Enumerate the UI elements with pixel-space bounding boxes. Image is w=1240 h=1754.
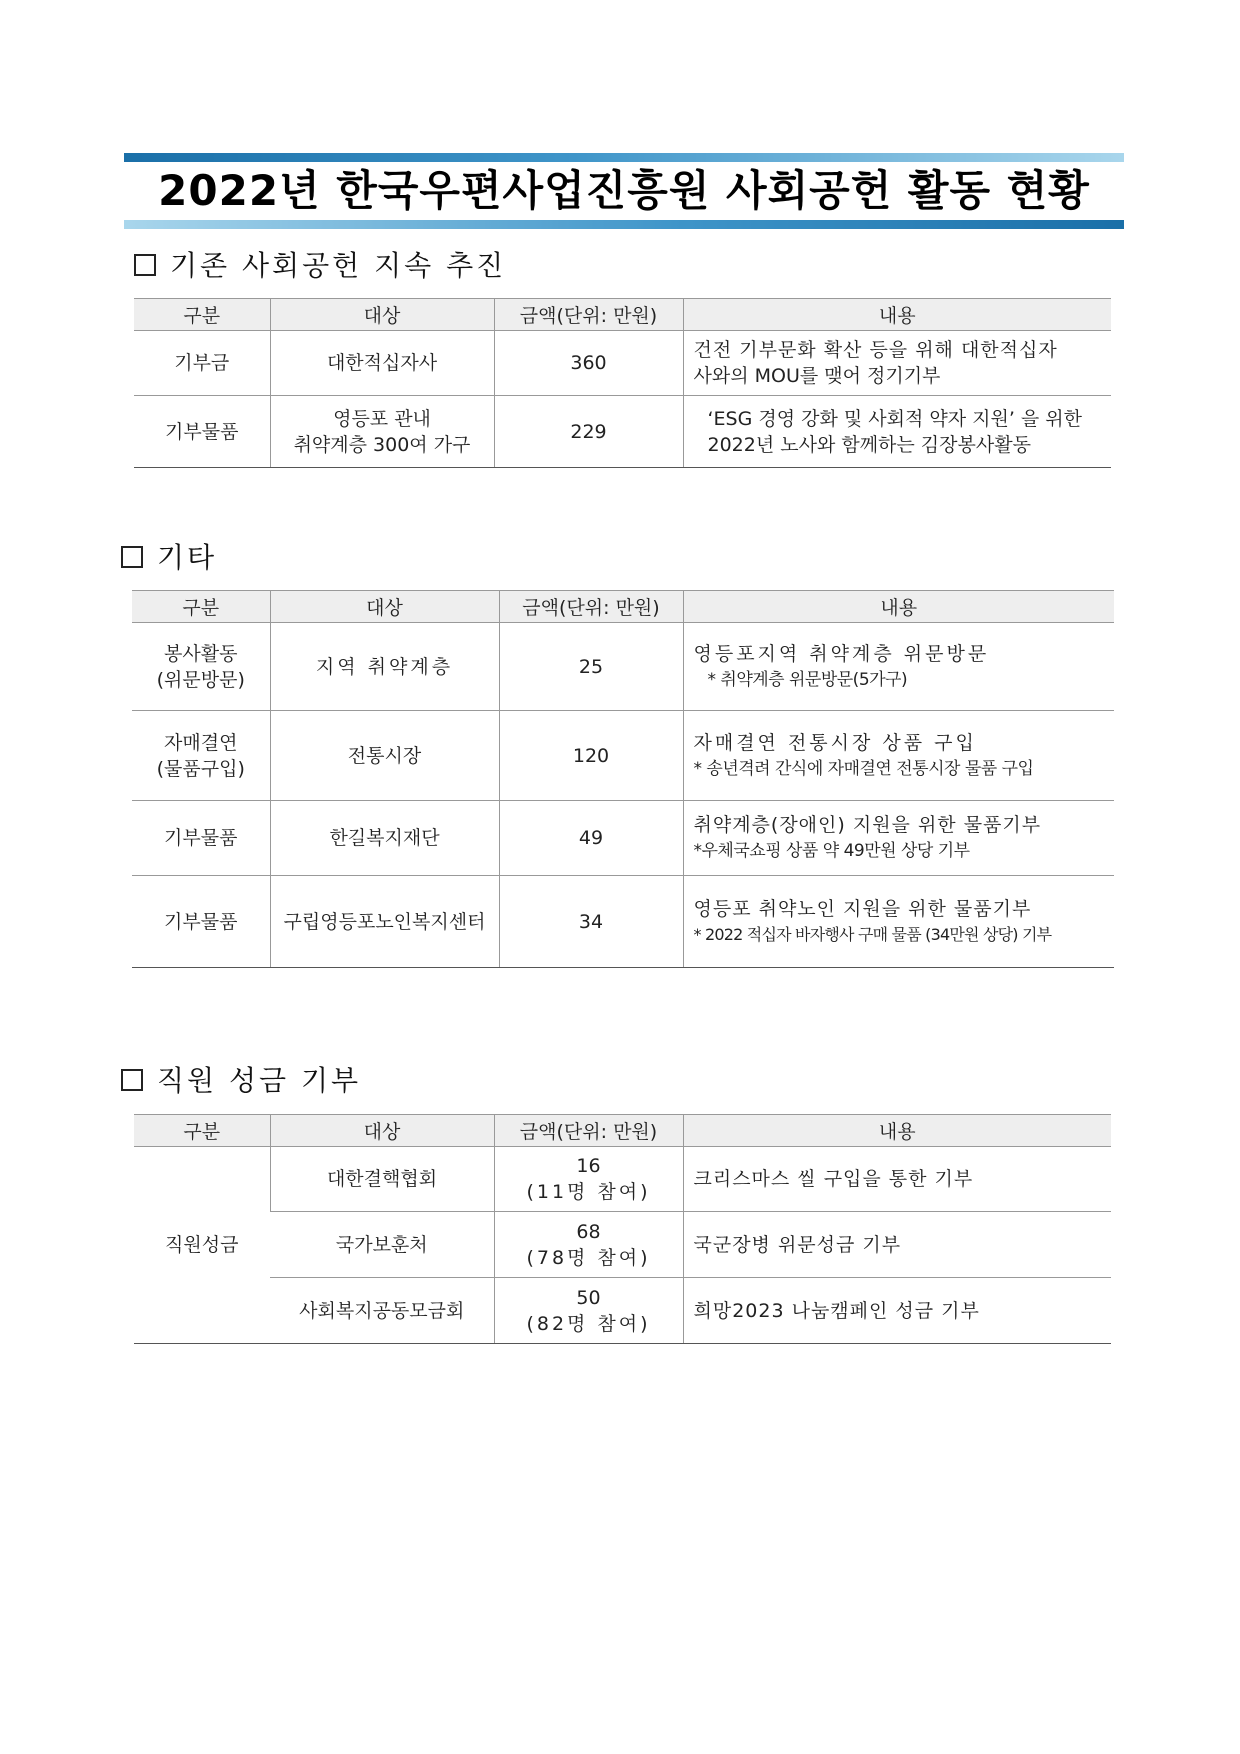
title-top-bar	[124, 153, 1124, 162]
category-line: 자매결연	[164, 731, 238, 754]
title-bottom-bar	[124, 220, 1124, 229]
table-other-activities	[132, 590, 1114, 968]
content-note: * 취약계층 위문방문(5가구)	[707, 669, 908, 690]
table-row	[134, 396, 1111, 468]
table-row	[132, 876, 1114, 968]
title-banner	[124, 153, 1124, 229]
target-cell: 한길복지재단	[270, 801, 499, 876]
column-header: 내용	[683, 591, 1114, 623]
target-cell: 대한적십자사	[270, 331, 494, 396]
column-header: 대상	[270, 591, 499, 623]
column-header: 구분	[132, 591, 270, 623]
category-cell	[132, 623, 270, 711]
content-cell: 크리스마스 씰 구입을 통한 기부	[683, 1147, 1111, 1212]
target-cell: 구립영등포노인복지센터	[270, 876, 499, 968]
content-line: 사와의 MOU를 맺어 정기기부	[693, 365, 941, 387]
table-row	[134, 1278, 1111, 1344]
target-cell: 사회복지공동모금회	[270, 1278, 494, 1344]
category-line: (위문방문)	[156, 668, 245, 691]
target-line: 영등포 관내	[333, 407, 431, 430]
target-cell: 국가보훈처	[270, 1212, 494, 1278]
checkbox-icon	[134, 254, 156, 276]
column-header: 내용	[683, 1115, 1111, 1147]
content-cell	[683, 396, 1111, 468]
content-line: 영등포지역 취약계층 위문방문	[693, 642, 990, 665]
amount-cell: 25	[499, 623, 683, 711]
content-cell	[683, 623, 1114, 711]
participants-count: (82명 참여)	[526, 1312, 651, 1335]
content-line: 취약계층(장애인) 지원을 위한 물품기부	[693, 814, 1042, 836]
table-employee-donations	[134, 1114, 1111, 1344]
section-heading-text: 직원 성금 기부	[157, 1064, 362, 1097]
target-cell: 지역 취약계층	[270, 623, 499, 711]
table-row	[134, 1212, 1111, 1278]
category-cell: 기부물품	[132, 876, 270, 968]
category-cell: 기부물품	[134, 396, 270, 468]
content-note: *우체국쇼핑 상품 약 49만원 상당 기부	[693, 841, 970, 861]
column-header: 금액(단위: 만원)	[494, 1115, 683, 1147]
content-line: ‘ESG 경영 강화 및 사회적 약자 지원’ 을 위한	[707, 407, 1082, 430]
amount-cell: 360	[494, 331, 683, 396]
content-note: * 송년격려 간식에 자매결연 전통시장 물품 구입	[693, 758, 1034, 779]
content-cell	[683, 876, 1114, 968]
table-existing-contributions	[134, 298, 1111, 468]
section-heading-3	[121, 1063, 361, 1099]
section-heading-2	[121, 540, 217, 576]
target-cell: 전통시장	[270, 711, 499, 801]
amount-cell: 120	[499, 711, 683, 801]
table-row	[132, 801, 1114, 876]
category-cell	[132, 711, 270, 801]
table-header-row	[132, 591, 1114, 623]
amount-value: 50	[576, 1286, 601, 1309]
category-cell: 기부금	[134, 331, 270, 396]
target-cell: 대한결핵협회	[270, 1147, 494, 1212]
amount-cell	[494, 1147, 683, 1212]
target-line: 취약계층 300여 가구	[293, 433, 471, 456]
table-row	[134, 331, 1111, 396]
column-header: 내용	[683, 299, 1111, 331]
content-cell: 국군장병 위문성금 기부	[683, 1212, 1111, 1278]
table-row	[132, 623, 1114, 711]
content-cell	[683, 801, 1114, 876]
column-header: 구분	[134, 1115, 270, 1147]
category-line: (물품구입)	[156, 757, 245, 780]
column-header: 금액(단위: 만원)	[499, 591, 683, 623]
content-cell	[683, 331, 1111, 396]
category-line: 봉사활동	[164, 642, 238, 665]
amount-value: 16	[576, 1155, 601, 1177]
page-title: 2022년 한국우편사업진흥원 사회공헌 활동 현황	[158, 166, 1090, 215]
content-line: 자매결연 전통시장 상품 구입	[693, 731, 977, 754]
category-cell: 직원성금	[134, 1147, 270, 1344]
section-heading-text: 기타	[157, 541, 218, 574]
checkbox-icon	[121, 546, 143, 568]
checkbox-icon	[121, 1069, 143, 1091]
amount-cell	[494, 1212, 683, 1278]
amount-cell: 49	[499, 801, 683, 876]
section-heading-1	[134, 248, 506, 284]
table-row	[134, 1147, 1111, 1212]
amount-cell: 34	[499, 876, 683, 968]
amount-value: 68	[576, 1220, 601, 1243]
amount-cell	[494, 1278, 683, 1344]
column-header: 구분	[134, 299, 270, 331]
content-line: 영등포 취약노인 지원을 위한 물품기부	[693, 897, 1032, 920]
table-header-row	[134, 1115, 1111, 1147]
participants-count: (78명 참여)	[526, 1246, 651, 1269]
content-cell: 희망2023 나눔캠페인 성금 기부	[683, 1278, 1111, 1344]
content-line: 건전 기부문화 확산 등을 위해 대한적십자	[693, 339, 1058, 361]
table-header-row	[134, 299, 1111, 331]
content-note: * 2022 적십자 바자행사 구매 물품 (34만원 상당) 기부	[693, 924, 1052, 944]
participants-count: (11명 참여)	[526, 1181, 651, 1203]
amount-cell: 229	[494, 396, 683, 468]
column-header: 대상	[270, 299, 494, 331]
content-cell	[683, 711, 1114, 801]
category-cell: 기부물품	[132, 801, 270, 876]
content-line: 2022년 노사와 함께하는 김장봉사활동	[707, 433, 1031, 456]
column-header: 금액(단위: 만원)	[494, 299, 683, 331]
target-cell	[270, 396, 494, 468]
table-row	[132, 711, 1114, 801]
column-header: 대상	[270, 1115, 494, 1147]
section-heading-text: 기존 사회공헌 지속 추진	[170, 249, 507, 282]
